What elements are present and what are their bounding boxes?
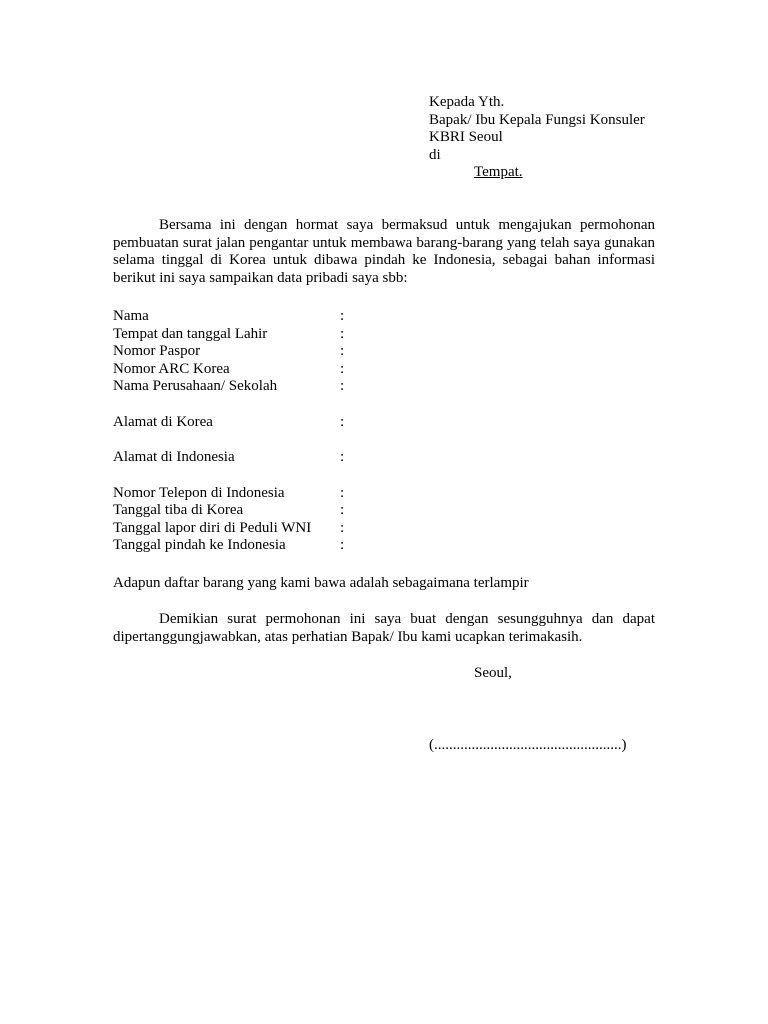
field-separator: : [340, 449, 345, 465]
field-label: Nomor ARC Korea [113, 360, 230, 377]
field-separator: : [340, 537, 345, 553]
field-separator: : [340, 343, 345, 359]
field-row [113, 537, 513, 555]
field-separator: : [340, 413, 345, 430]
spacer [113, 467, 513, 485]
recipient-line-2: Bapak/ Ibu Kepala Fungsi Konsuler [429, 111, 645, 128]
personal-data-fields [113, 308, 513, 555]
recipient-address [429, 94, 709, 182]
recipient-line-4: di [429, 146, 441, 163]
list-statement-block [113, 575, 655, 593]
field-row-alamat-indonesia [113, 449, 513, 467]
field-row [113, 378, 513, 396]
field-row [113, 308, 513, 326]
field-row [113, 520, 513, 538]
field-row [113, 343, 513, 361]
field-label: Nomor Paspor [113, 343, 201, 359]
field-row [113, 361, 513, 379]
spacer [113, 396, 513, 414]
field-label: Tempat dan tanggal Lahir [113, 325, 268, 342]
field-label: Alamat di Indonesia [113, 449, 235, 465]
field-label: Alamat di Korea [113, 413, 213, 430]
recipient-place-text: Tempat. [474, 164, 523, 180]
field-separator: : [340, 325, 345, 342]
field-separator: : [340, 502, 345, 518]
recipient-line-1: Kepada Yth. [429, 94, 505, 110]
intro-paragraph-block [113, 217, 655, 287]
field-label: Tanggal tiba di Korea [113, 502, 244, 518]
field-row-alamat-korea [113, 414, 513, 432]
field-label: Nama [113, 308, 149, 324]
field-separator: : [340, 308, 345, 324]
field-row [113, 326, 513, 344]
recipient-line-3: KBRI Seoul [429, 129, 503, 145]
city-date-line: Seoul, [474, 665, 512, 681]
closing-paragraph-block [113, 611, 655, 646]
field-row [113, 502, 513, 520]
intro-paragraph: Bersama ini dengan hormat saya bermaksud untuk mengajukan permohonan pembuatan surat jalan pengantar untuk membawa barang-barang yang telah saya gunakan selama tinggal di Korea untuk dibawa pindah ke Indonesia, sebagai bahan informasi berikut ini saya sampaikan data pribadi saya sbb: [113, 217, 655, 286]
closing-paragraph: Demikian surat permohonan ini saya buat dengan sesungguhnya dan dapat dipertanggungjawabkan, atas perhatian Bapak/ Ibu kami ucapkan terimakasih. [113, 611, 655, 645]
field-separator: : [340, 519, 345, 536]
field-separator: : [340, 484, 345, 501]
spacer [113, 431, 513, 449]
field-label: Tanggal lapor diri di Peduli WNI [113, 519, 312, 536]
recipient-place [429, 164, 709, 182]
field-label: Tanggal pindah ke Indonesia [113, 537, 286, 553]
field-label: Nama Perusahaan/ Sekolah [113, 378, 278, 394]
field-separator: : [340, 378, 345, 394]
field-separator: : [340, 360, 345, 377]
signature-line: (..................................................) [429, 737, 627, 753]
list-statement: Adapun daftar barang yang kami bawa adalah sebagaimana terlampir [113, 575, 529, 591]
field-label: Nomor Telepon di Indonesia [113, 484, 285, 501]
field-row [113, 485, 513, 503]
